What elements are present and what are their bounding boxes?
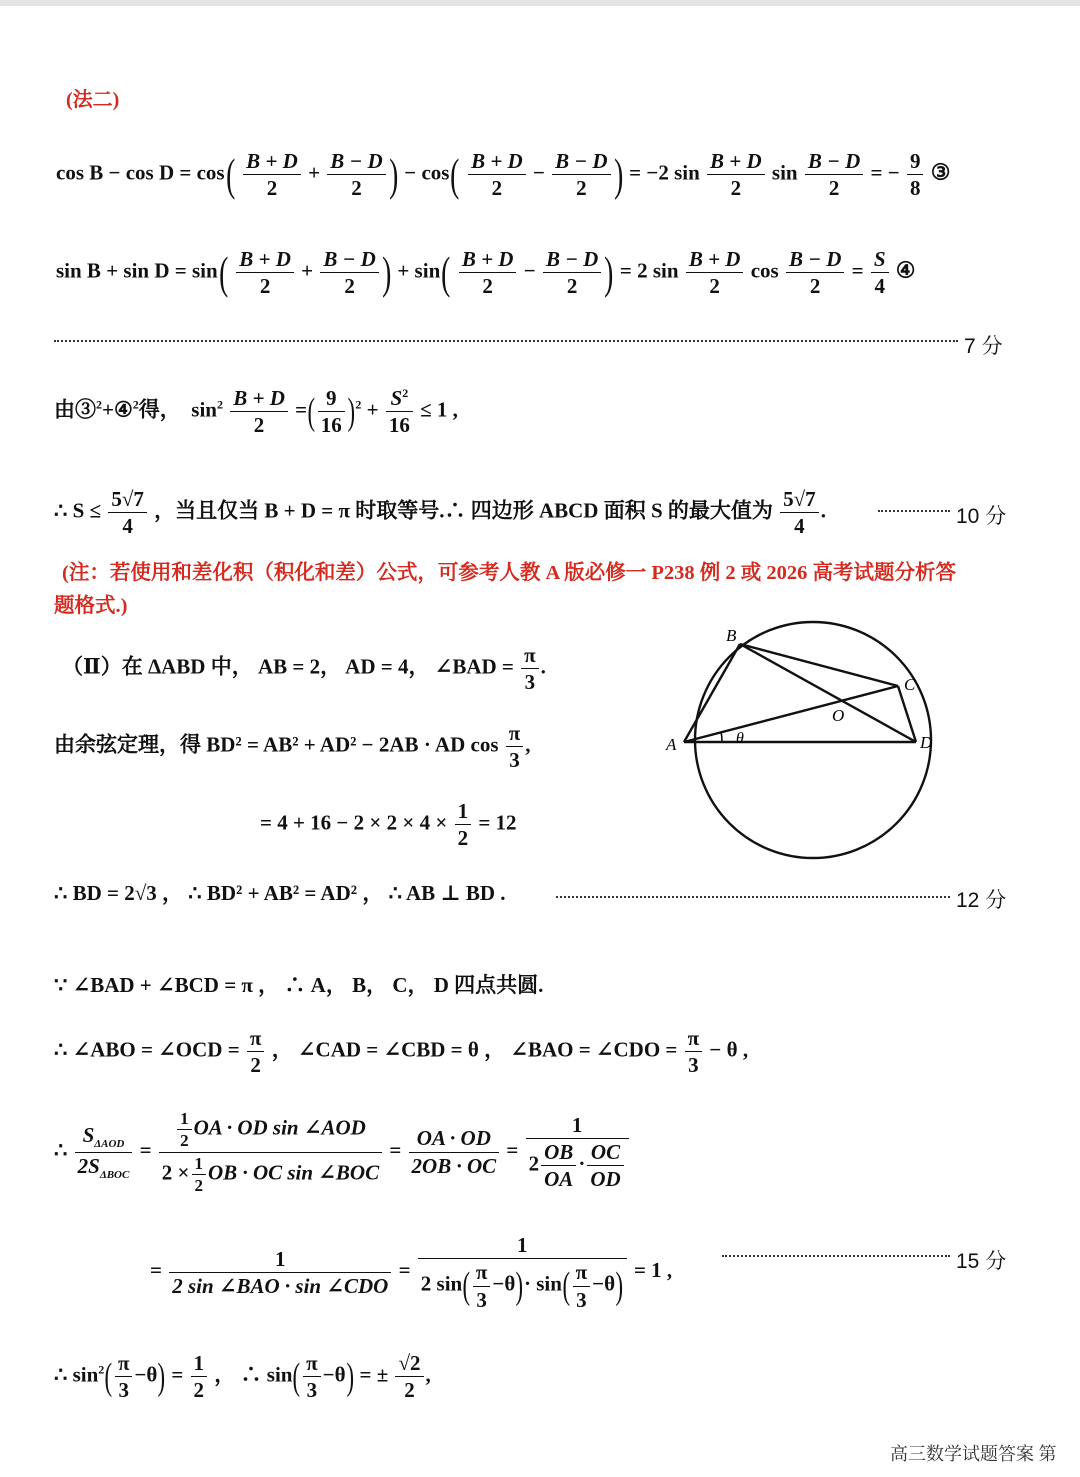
- angle-relations: ∴ ∠ABO = ∠OCD = $\frac{\pi}{2}$ ， ∠CAD = ∠CBD = θ ， ∠BAO = ∠CDO = $\frac{\pi}{3}$ − θ ,: [54, 1026, 749, 1078]
- method-label: (法二): [66, 89, 120, 111]
- segment-bd: [740, 644, 916, 742]
- note-line-2: 题格式.): [54, 595, 128, 617]
- equation-s-max: ∴ S ≤ $\frac{5√7}{4}$ ，当且仅当 B + D = π 时取等号.∴ 四边形 ABCD 面积 S 的最大值为 $\frac{5√7}{4}$ .: [54, 487, 826, 539]
- score-10: 10 分: [956, 505, 1007, 528]
- circumcircle: [695, 622, 931, 858]
- part2-intro: （Ⅱ）在 ΔABD 中， AB = 2， AD = 4， ∠BAD = $\frac{\pi}{3}$ .: [62, 643, 546, 695]
- score-12: 12 分: [956, 889, 1007, 912]
- equation-4: sin B + sin D = sin( $\frac{B + D}{2}$ + $\frac{B - D}{2}$ ) + sin( $\frac{B + D}{2}$ − $\frac{B - D}{2}$ ) = 2 sin $\frac{B + D}{2}$ cos $\frac{B - D}{2}$ = $\frac{S}{4}$ ④: [56, 246, 916, 299]
- label-circle-4: ④: [895, 257, 916, 283]
- circle-figure: [660, 620, 950, 870]
- label-d: D: [920, 733, 933, 752]
- equation-squared: 由③$^2$+④$^2$得， $\sin^2$ $\frac{B + D}{2}$ =( $\frac{9}{16}$ )$^2$ + $\frac{S^2}{16}$ ≤ 1 ,: [54, 386, 458, 438]
- concyclic-line: ∵ ∠BAD + ∠BCD = π ， ∴ A， B， C， D 四点共圆.: [54, 973, 544, 997]
- theta-arc: [721, 732, 722, 742]
- cosine-law: 由余弦定理，得 BD² = AB² + AD² − 2AB · AD cos $\frac{\pi}{3}$ ,: [54, 721, 531, 773]
- area-ratio-2: = $\frac{1}{\text{2 sin ∠BAO · sin ∠CDO}}$ = 1 2 sin( $\frac{\pi}{3}$ −θ)· sin( $\frac{\pi}{3}$ −θ) = 1 ,: [150, 1233, 673, 1312]
- score-7: 7 分: [964, 335, 1003, 358]
- bd-perpendicular: ∴ BD = 2√3 ， ∴ BD² + AB² = AD² ， ∴ AB ⊥ BD .: [54, 881, 506, 905]
- label-b: B: [726, 626, 737, 645]
- label-circle-3: ③: [930, 159, 951, 185]
- cosine-calc: = 4 + 16 − 2 × 2 × 4 × $\frac{1}{2}$ = 12: [260, 799, 517, 851]
- segment-ab: [684, 644, 740, 742]
- dotted-leader-15: [722, 1255, 950, 1257]
- top-edge: [0, 0, 1080, 6]
- score-15: 15 分: [956, 1250, 1007, 1273]
- area-ratio: ∴ $\frac{S_{\Delta AOD}}{2S_{\Delta BOC}}$ = $\frac{1}{2}$ OA · OD sin ∠AOD 2 × $\frac{1}{2}$ OB · OC sin ∠BOC = $\frac{OA \cdot OD}{2OB \cdot OC}$ = 1 2 $\frac{OB}{OA}$ · $\frac{OC}{OD}$: [54, 1108, 631, 1196]
- final-result: ∴ $\sin^2$( $\frac{\pi}{3}$ −θ) = $\frac{1}{2}$ ， ∴ sin( $\frac{\pi}{3}$ −θ) = ± $\frac{√2}{2}$ ,: [54, 1351, 431, 1403]
- equation-3: cos B − cos D = cos( $\frac{B + D}{2}$ + $\frac{B - D}{2}$ ) − cos( $\frac{B + D}{2}$ − $\frac{B - D}{2}$ ) = −2 sin $\frac{B + D}{2}$ sin $\frac{B - D}{2}$ = − $\frac{9}{8}$ ③: [56, 148, 951, 201]
- segment-bc: [740, 644, 898, 686]
- note-line-1: (注：若使用和差化积（积化和差）公式，可参考人教 A 版必修一 P238 例 2 或 2026 高考试题分析答: [62, 562, 957, 584]
- dotted-leader-10: [878, 510, 950, 512]
- label-o: O: [832, 706, 845, 725]
- dotted-leader-12: [556, 896, 950, 898]
- label-c: C: [904, 675, 916, 694]
- label-a: A: [666, 735, 677, 754]
- page-footer: 高三数学试题答案 第: [890, 1444, 1057, 1464]
- label-theta: θ: [736, 730, 744, 747]
- dotted-leader-7: [54, 340, 958, 342]
